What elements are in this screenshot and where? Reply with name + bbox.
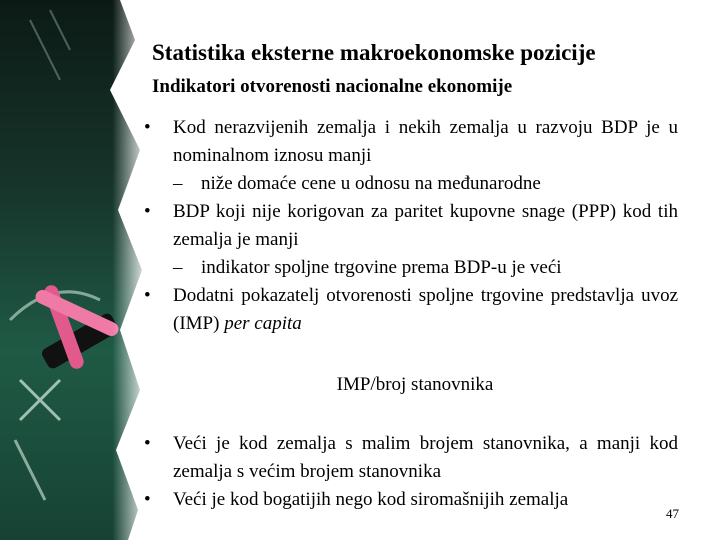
bullet-text: Kod nerazvijenih zemalja i nekih zemalja u razvoju BDP je u nominalnom iznosu manji — [173, 117, 678, 166]
bullet-icon: • — [144, 201, 151, 222]
bullet-icon: • — [144, 117, 151, 138]
bullet-text: Dodatni pokazatelj otvorenosti spoljne trgovine predstavlja uvoz (IMP) — [173, 285, 678, 334]
bullet-item — [142, 282, 678, 338]
bullet-text-italic: per capita — [224, 313, 302, 334]
sub-bullet-text: indikator spoljne trgovine prema BDP-u je veći — [201, 257, 562, 278]
bullet-text: BDP koji nije korigovan za paritet kupovne snage (PPP) kod tih zemalja je manji — [173, 201, 678, 250]
bullet-item — [142, 486, 678, 514]
page-number: 47 — [666, 506, 679, 521]
bullet-item — [142, 430, 678, 486]
slide-title: Statistika eksterne makroekonomske pozicije — [152, 40, 596, 65]
sub-bullet-item — [142, 170, 678, 198]
bullet-list-bottom — [142, 430, 678, 514]
bullet-icon: • — [144, 489, 151, 510]
sub-bullet-text: niže domaće cene u odnosu na međunarodne — [201, 173, 541, 194]
bullet-text: Veći je kod zemalja s malim brojem stanovnika, a manji kod zemalja s većim brojem stanovnika — [173, 433, 678, 482]
bullet-text: Veći je kod bogatijih nego kod siromašnijih zemalja — [173, 489, 569, 510]
dash-icon: – — [173, 257, 183, 278]
bullet-list — [142, 114, 678, 338]
sub-bullet-item — [142, 254, 678, 282]
bullet-icon: • — [144, 433, 151, 454]
bullet-icon: • — [144, 285, 151, 306]
formula: IMP/broj stanovnika — [336, 374, 494, 395]
bullet-item — [142, 114, 678, 170]
chalkboard-decoration — [0, 0, 150, 540]
dash-icon: – — [173, 173, 183, 194]
slide-subtitle: Indikatori otvorenosti nacionalne ekonomije — [152, 76, 513, 97]
bullet-item — [142, 198, 678, 254]
